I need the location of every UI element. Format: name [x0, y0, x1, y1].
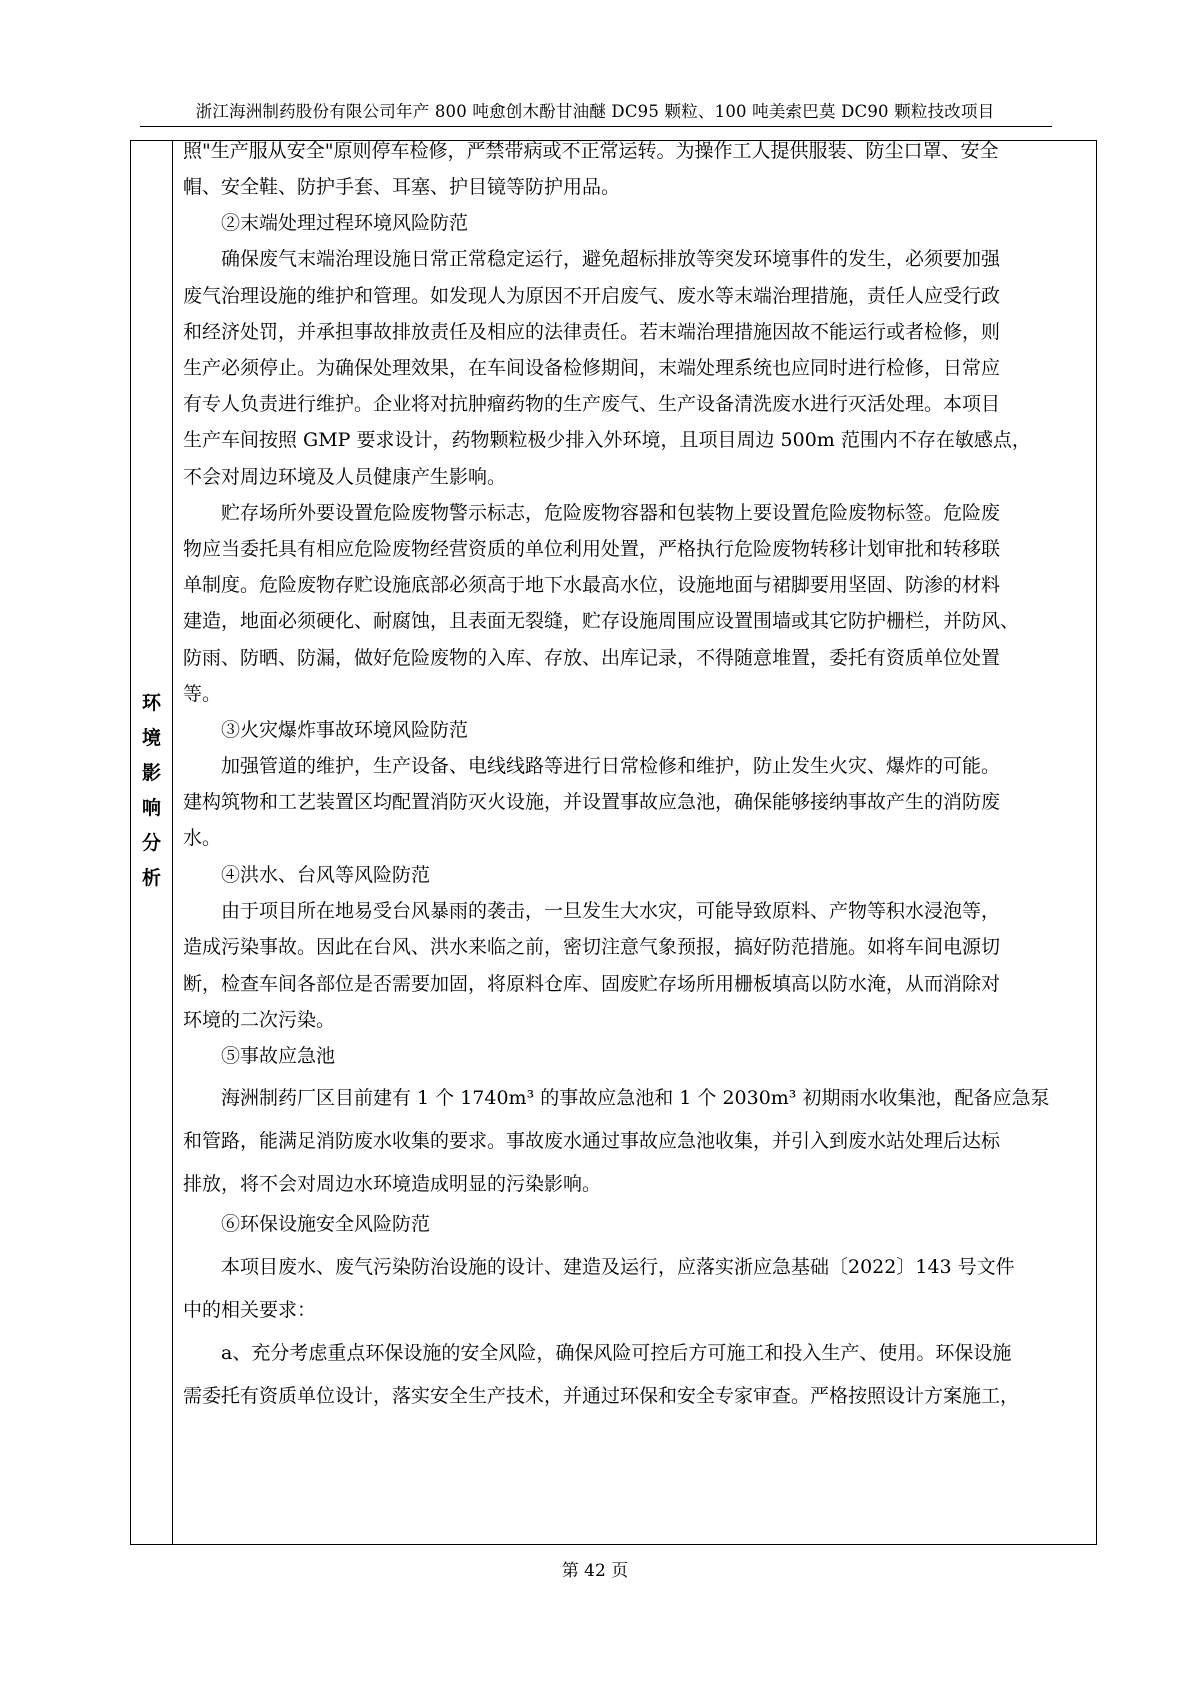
text-line: 有专人负责进行维护。企业将对抗肿瘤药物的生产废气、生产设备清洗废水进行灭活处理。本项目	[183, 393, 1001, 415]
section-label-char: 环	[141, 692, 161, 714]
page-header: 浙江海洲制药股份有限公司年产 800 吨愈创木酚甘油醚 DC95 颗粒、100 吨美索巴莫 DC90 颗粒技改项目	[195, 102, 995, 121]
section-label-char: 析	[141, 867, 161, 889]
text-line: 单制度。危险废物存贮设施底部必须高于地下水最高水位，设施地面与裙脚要用坚固、防渗的材料	[183, 574, 1001, 596]
text-line: 断，检查车间各部位是否需要加固，将原料仓库、固废贮存场所用栅板填高以防水淹，从而消除对	[183, 973, 1001, 995]
subheading-facility-safety: ⑥环保设施安全风险防范	[221, 1213, 431, 1235]
text-line: 物应当委托具有相应危险废物经营资质的单位利用处置，严格执行危险废物转移计划审批和转移联	[183, 538, 1001, 560]
text-line: 照"生产服从安全"原则停车检修，严禁带病或不正常运转。为操作工人提供服装、防尘口罩、安全	[183, 140, 999, 162]
text-line: 帽、安全鞋、防护手套、耳塞、护目镜等防护用品。	[183, 176, 621, 198]
text-line: 排放，将不会对周边水环境造成明显的污染影响。	[183, 1173, 602, 1195]
text-line: 生产必须停止。为确保处理效果，在车间设备检修期间，末端处理系统也应同时进行检修，日常应	[183, 357, 1001, 379]
text-line: 和经济处罚，并承担事故排放责任及相应的法律责任。若末端治理措施因故不能运行或者检修，则	[183, 321, 1001, 343]
text-line: 和管路，能满足消防废水收集的要求。事故废水通过事故应急池收集，并引入到废水站处理后达标	[183, 1130, 1001, 1152]
text-line: 确保废气末端治理设施日常正常稳定运行，避免超标排放等突发环境事件的发生，必须要加强	[221, 248, 1001, 270]
section-label-char: 响	[141, 797, 161, 819]
text-line: a、充分考虑重点环保设施的安全风险，确保风险可控后方可施工和投入生产、使用。环保设施	[221, 1342, 1012, 1364]
text-line: 贮存场所外要设置危险废物警示标志，危险废物容器和包装物上要设置危险废物标签。危险废	[221, 502, 1001, 524]
header-rule	[140, 126, 1052, 127]
content-table	[130, 140, 1097, 1545]
text-line: 废气治理设施的维护和管理。如发现人为原因不开启废气、废水等末端治理措施，责任人应受行政	[183, 285, 1001, 307]
text-line: 海洲制药厂区目前建有 1 个 1740m³ 的事故应急池和 1 个 2030m³ 初期雨水收集池，配备应急泵	[221, 1087, 1050, 1109]
text-line: 由于项目所在地易受台风暴雨的袭击，一旦发生大水灾，可能导致原料、产物等积水浸泡等，	[221, 900, 1001, 922]
text-line: 生产车间按照 GMP 要求设计，药物颗粒极少排入外环境，且项目周边 500m 范围内不存在敏感点，	[183, 429, 1031, 451]
text-line: 建造，地面必须硬化、耐腐蚀，且表面无裂缝，贮存设施周围应设置围墙或其它防护栅栏，并防风、	[183, 610, 1020, 632]
page-number: 第 42 页	[561, 1561, 629, 1581]
subheading-emergency-pool: ⑤事故应急池	[221, 1045, 336, 1067]
section-label-cell	[131, 141, 173, 1544]
text-line: 建构筑物和工艺装置区均配置消防灭火设施，并设置事故应急池，确保能够接纳事故产生的消防废	[183, 791, 1001, 813]
text-line: 不会对周边环境及人员健康产生影响。	[183, 466, 507, 488]
section-label-char: 境	[141, 727, 161, 749]
subheading-tail-gas-risk: ②末端处理过程环境风险防范	[221, 212, 469, 234]
subheading-flood-risk: ④洪水、台风等风险防范	[221, 864, 431, 886]
text-line: 水。	[183, 827, 222, 849]
section-label-char: 影	[141, 762, 161, 784]
text-line: 需委托有资质单位设计，落实安全生产技术，并通过环保和安全专家审查。严格按照设计方案施工，	[183, 1385, 1020, 1407]
subheading-fire-risk: ③火灾爆炸事故环境风险防范	[221, 719, 469, 741]
text-line: 中的相关要求：	[183, 1299, 317, 1321]
text-line: 本项目废水、废气污染防治设施的设计、建造及运行，应落实浙应急基础〔2022〕143 号文件	[221, 1256, 1015, 1278]
text-line: 加强管道的维护，生产设备、电线线路等进行日常检修和维护，防止发生火灾、爆炸的可能。	[221, 755, 1001, 777]
section-label-char: 分	[141, 832, 161, 854]
text-line: 防雨、防晒、防漏，做好危险废物的入库、存放、出库记录，不得随意堆置，委托有资质单位处置	[183, 647, 1001, 669]
section-label	[131, 686, 172, 896]
text-line: 等。	[183, 683, 222, 705]
text-line: 造成污染事故。因此在台风、洪水来临之前，密切注意气象预报，搞好防范措施。如将车间电源切	[183, 936, 1001, 958]
text-line: 环境的二次污染。	[183, 1009, 336, 1031]
